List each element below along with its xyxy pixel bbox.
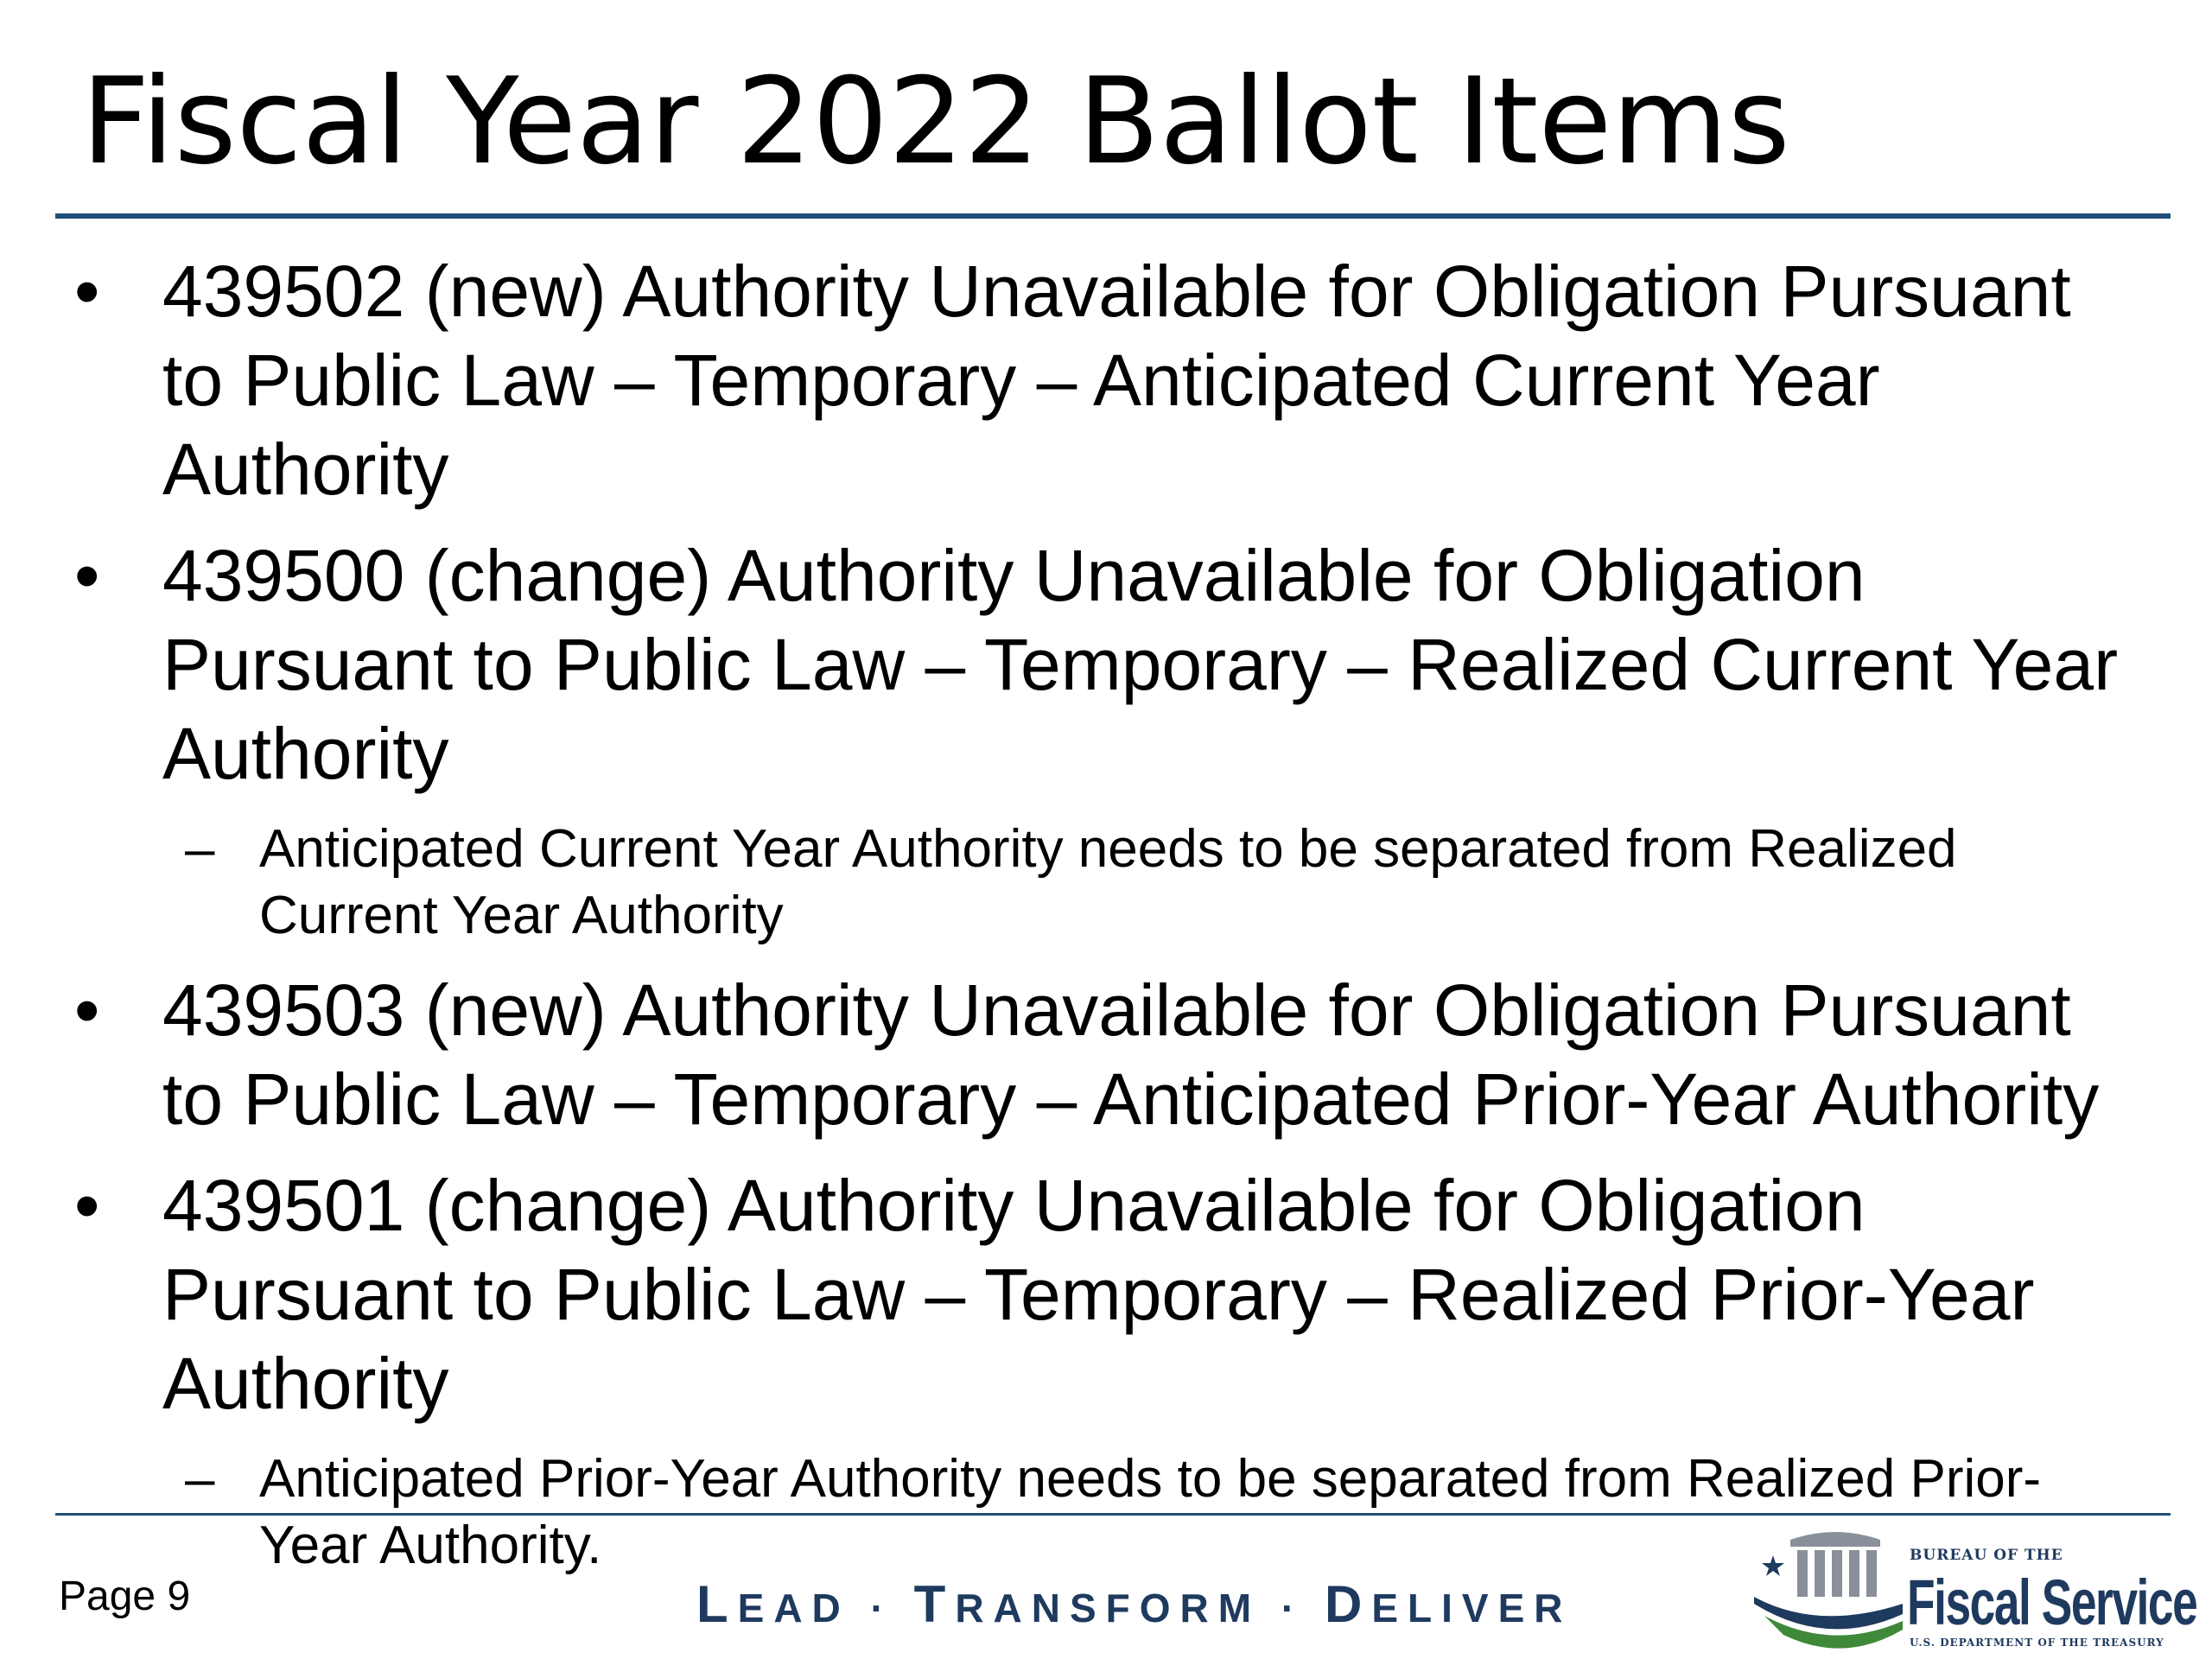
logo-top-text: BUREAU OF THE (1910, 1547, 2063, 1564)
bullet-glyph: • (74, 535, 100, 616)
treasury-building-icon (1749, 1519, 1910, 1657)
bullet-item (0, 531, 2150, 798)
bullet-glyph: • (74, 1165, 100, 1246)
sub-bullet-text: Anticipated Prior-Year Authority needs to be separated from Realized Prior-Year Authority. (259, 1449, 2042, 1575)
slide-title: Fiscal Year 2022 Ballot Items (81, 52, 1790, 191)
bullet-text: 439501 (change) Authority Unavailable for Obligation Pursuant to Public Law – Temporary – Realized Prior-Year Authority (162, 1165, 2035, 1424)
sub-bullet-glyph: – (185, 1449, 215, 1509)
tagline-separator: · (849, 1586, 914, 1630)
bullet-text: 439503 (new) Authority Unavailable for Obligation Pursuant to Public Law – Temporary – Anticipated Prior-Year Authority (162, 969, 2100, 1140)
footer-divider (55, 1513, 2171, 1516)
bullet-glyph: • (74, 251, 100, 332)
title-divider (55, 213, 2171, 219)
bullet-glyph: • (74, 969, 100, 1051)
sub-bullet-text: Anticipated Current Year Authority needs to be separated from Realized Current Year Authority (259, 819, 1957, 945)
bullet-item (0, 247, 2150, 514)
bullet-text: 439500 (change) Authority Unavailable for Obligation Pursuant to Public Law – Temporary – Realized Current Year Authority (162, 535, 2119, 794)
logo-sub-text: U.S. DEPARTMENT OF THE TREASURY (1910, 1637, 2164, 1649)
tagline: LEAD · TRANSFORM · DELIVER (696, 1575, 1573, 1633)
bullet-text: 439502 (new) Authority Unavailable for Obligation Pursuant to Public Law – Temporary – Anticipated Current Year Authority (162, 251, 2071, 510)
page-number: Page 9 (59, 1573, 191, 1619)
bullet-item (0, 1161, 2150, 1428)
sub-bullet-glyph: – (185, 819, 215, 879)
bullet-item (0, 966, 2150, 1144)
slide-body (0, 247, 2212, 1596)
logo-main-text: Fiscal Service (1907, 1567, 2197, 1638)
tagline-separator: · (1261, 1586, 1325, 1630)
sub-bullet-item (0, 816, 2126, 949)
fiscal-service-logo (1749, 1519, 2197, 1657)
